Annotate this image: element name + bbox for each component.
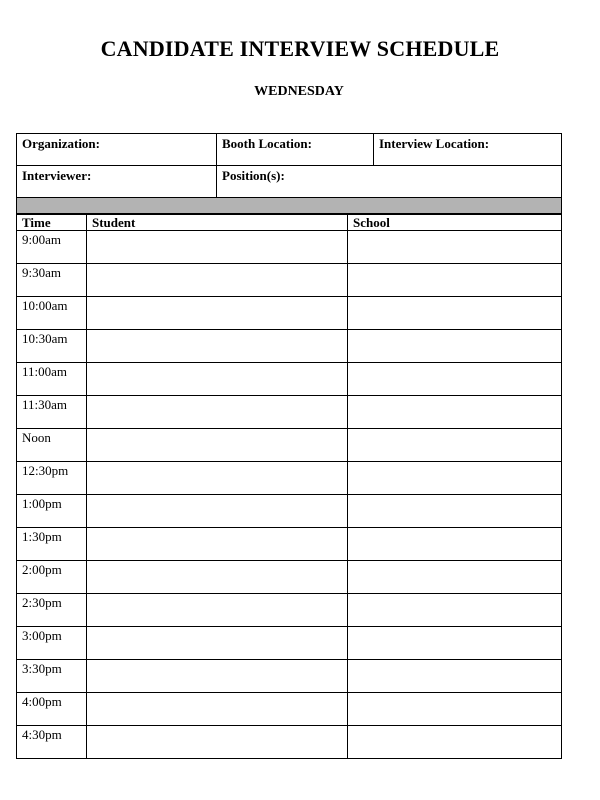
schedule-row [17, 396, 562, 429]
student-cell[interactable] [87, 396, 348, 429]
schedule-body [17, 231, 562, 759]
student-cell[interactable] [87, 561, 348, 594]
time-slot-cell: 9:30am [17, 264, 87, 297]
time-slot-cell: 1:00pm [17, 495, 87, 528]
student-cell[interactable] [87, 660, 348, 693]
time-slot-cell: 1:30pm [17, 528, 87, 561]
school-cell[interactable] [348, 726, 562, 759]
student-cell[interactable] [87, 264, 348, 297]
school-cell[interactable] [348, 396, 562, 429]
schedule-row [17, 561, 562, 594]
student-cell[interactable] [87, 297, 348, 330]
student-cell[interactable] [87, 429, 348, 462]
school-cell[interactable] [348, 693, 562, 726]
school-cell[interactable] [348, 363, 562, 396]
positions-field[interactable] [217, 166, 562, 198]
schedule-row [17, 594, 562, 627]
organization-field[interactable] [17, 134, 217, 166]
schedule-header-row [17, 215, 562, 231]
school-cell[interactable] [348, 561, 562, 594]
school-cell[interactable] [348, 429, 562, 462]
schedule-row [17, 627, 562, 660]
booth-location-label: Booth Location: [222, 136, 312, 151]
school-cell[interactable] [348, 264, 562, 297]
school-cell[interactable] [348, 462, 562, 495]
schedule-table [16, 214, 562, 759]
time-slot-cell: 10:00am [17, 297, 87, 330]
time-slot-cell: 9:00am [17, 231, 87, 264]
time-slot-cell: 3:30pm [17, 660, 87, 693]
student-cell[interactable] [87, 462, 348, 495]
school-cell[interactable] [348, 231, 562, 264]
candidate-info-form [16, 133, 562, 214]
schedule-row [17, 495, 562, 528]
schedule-row [17, 660, 562, 693]
student-cell[interactable] [87, 693, 348, 726]
interview-location-field[interactable] [374, 134, 562, 166]
time-slot-cell: 4:30pm [17, 726, 87, 759]
student-cell[interactable] [87, 231, 348, 264]
schedule-row [17, 363, 562, 396]
time-slot-cell: 4:00pm [17, 693, 87, 726]
schedule-row [17, 528, 562, 561]
time-slot-cell: Noon [17, 429, 87, 462]
time-slot-cell: 2:00pm [17, 561, 87, 594]
day-heading: WEDNESDAY [254, 84, 344, 99]
time-slot-cell: 11:00am [17, 363, 87, 396]
page-title: CANDIDATE INTERVIEW SCHEDULE [100, 36, 500, 61]
schedule-row [17, 297, 562, 330]
separator-bar [17, 198, 562, 214]
column-header-school: School [348, 215, 562, 231]
schedule-row [17, 462, 562, 495]
time-slot-cell: 12:30pm [17, 462, 87, 495]
school-cell[interactable] [348, 627, 562, 660]
schedule-row [17, 330, 562, 363]
school-cell[interactable] [348, 495, 562, 528]
student-cell[interactable] [87, 726, 348, 759]
student-cell[interactable] [87, 495, 348, 528]
school-cell[interactable] [348, 330, 562, 363]
schedule-row [17, 726, 562, 759]
time-slot-cell: 10:30am [17, 330, 87, 363]
school-cell[interactable] [348, 297, 562, 330]
booth-location-field[interactable] [217, 134, 374, 166]
student-cell[interactable] [87, 363, 348, 396]
schedule-row [17, 693, 562, 726]
student-cell[interactable] [87, 627, 348, 660]
interviewer-label: Interviewer: [22, 168, 92, 183]
positions-label: Position(s): [222, 168, 285, 183]
schedule-row [17, 429, 562, 462]
schedule-row [17, 231, 562, 264]
schedule-row [17, 264, 562, 297]
student-cell[interactable] [87, 528, 348, 561]
school-cell[interactable] [348, 528, 562, 561]
column-header-time: Time [17, 215, 87, 231]
student-cell[interactable] [87, 594, 348, 627]
organization-label: Organization: [22, 136, 100, 151]
interviewer-field[interactable] [17, 166, 217, 198]
student-cell[interactable] [87, 330, 348, 363]
time-slot-cell: 2:30pm [17, 594, 87, 627]
separator-cell [17, 198, 562, 214]
school-cell[interactable] [348, 594, 562, 627]
time-slot-cell: 11:30am [17, 396, 87, 429]
time-slot-cell: 3:00pm [17, 627, 87, 660]
school-cell[interactable] [348, 660, 562, 693]
column-header-student: Student [87, 215, 348, 231]
interview-location-label: Interview Location: [379, 136, 490, 151]
